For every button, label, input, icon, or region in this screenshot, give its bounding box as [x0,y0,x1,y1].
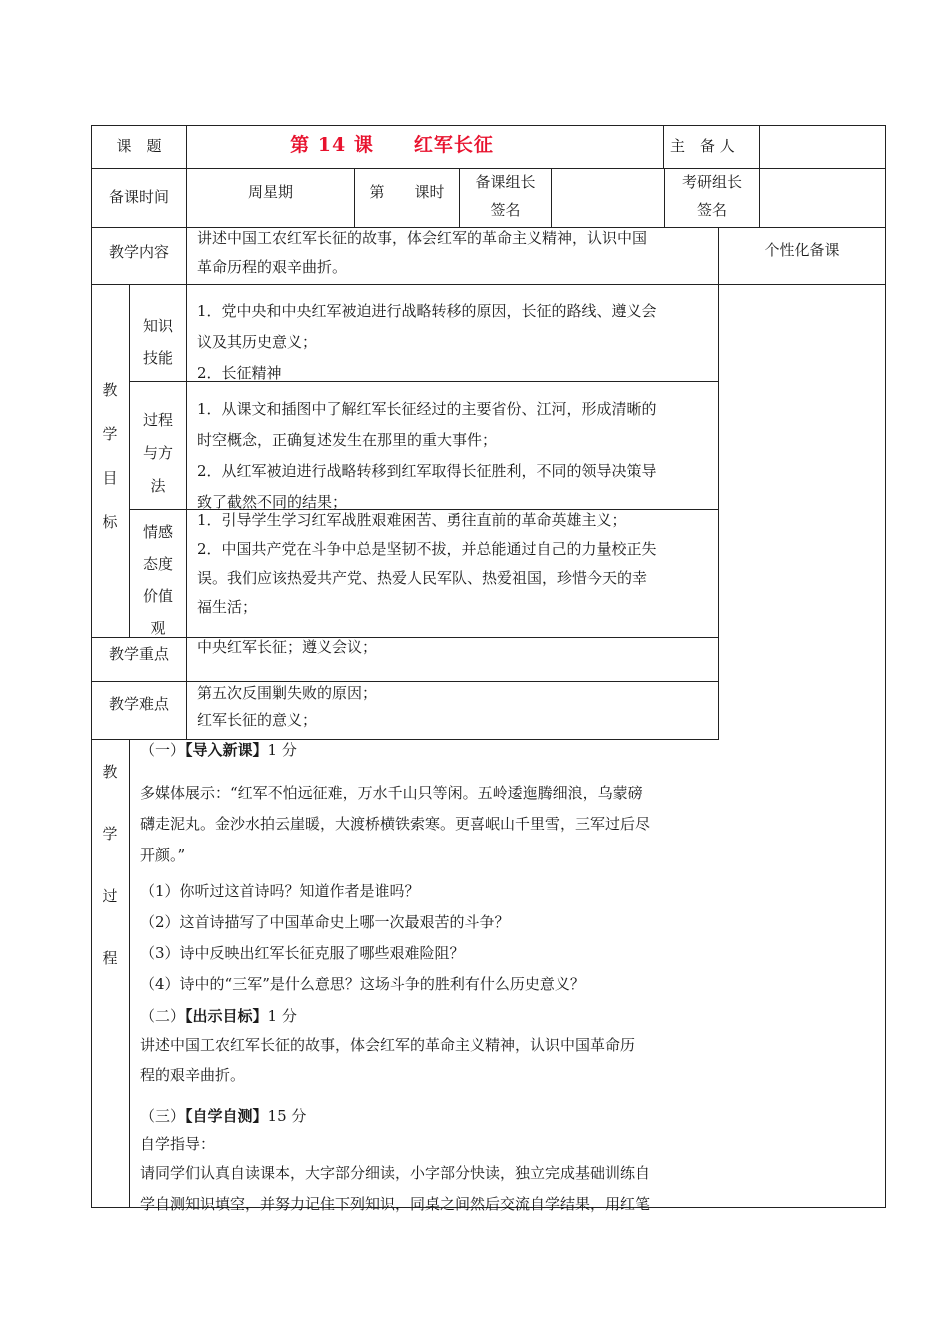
goals-label-char-2: 学 [102,425,118,443]
self-study-guide [140,1158,650,1220]
process-method-line-1: 1．从课文和插图中了解红军长征经过的主要省份、江河，形成清晰的 [197,400,657,418]
section-3-heading [140,1106,306,1126]
knowledge-label-line-1: 知识 [142,317,173,335]
knowledge-line-3: 2．长征精神 [197,364,282,382]
section-1-time: 1 分 [267,741,297,759]
goals-label-char-1: 教 [102,381,118,399]
emotion-attitude-line-3: 误。我们应该热爱共产党、热爱人民军队、热爱祖国，珍惜今天的幸 [197,569,648,587]
process-method-text [197,394,657,518]
intro-line-2: 礴走泥丸。金沙水拍云崖暖，大渡桥横铁索寒。更喜岷山千里雪，三军过后尽 [140,815,651,833]
process-label-char-1: 教 [102,763,118,781]
process-method-label-line-2: 与方 [142,444,173,462]
section-3-number: （三） [140,1107,186,1125]
teaching-content-label: 教学内容 [108,243,169,261]
difficulties-text [197,680,377,734]
group-leader-sign-line1: 备课组长 [475,173,536,191]
goals-label-char-4: 标 [102,513,118,531]
prep-time-label: 备课时间 [108,188,169,206]
process-label-char-3: 过 [102,887,118,905]
research-leader-sign-line2: 签名 [696,201,727,219]
process-method-label [130,404,186,503]
goal-line-2: 程的艰辛曲折。 [140,1066,246,1084]
intro-line-3: 开颜。” [140,846,186,864]
section-1-heading [140,740,297,760]
process-method-line-4: 致了截然不同的结果； [197,493,348,511]
group-leader-sign [460,168,551,224]
knowledge-label [130,310,186,374]
personal-prep-label: 个性化备课 [764,241,840,259]
week-label: 周星期 [247,183,293,201]
teaching-content-line-2: 革命历程的艰辛曲折。 [197,258,348,276]
process-label [98,741,122,989]
knowledge-line-2: 议及其历史意义； [197,333,318,351]
teaching-content-line-1: 讲述中国工农红军长征的故事，体会红军的革命主义精神，认识中国 [197,229,648,247]
teaching-content-text [197,224,647,282]
emotion-attitude-line-2: 2．中国共产党在斗争中总是坚韧不拔，并总能通过自己的力量校正失 [197,540,657,558]
difficulties-line-2: 红军长征的意义； [197,711,318,729]
intro-questions [140,876,585,1000]
preparer-label: 主 备 人 [670,137,735,155]
question-3: （3）诗中反映出红军长征克服了哪些艰难险阻？ [140,944,465,962]
knowledge-label-line-2: 技能 [142,349,173,367]
goal-line-1: 讲述中国工农红军长征的故事，体会红军的革命主义精神，认识中国革命历 [140,1036,636,1054]
self-study-guide-label: 自学指导： [140,1135,216,1153]
section-2-number: （二） [140,1007,186,1025]
section-1-title: 【导入新课】 [185,741,268,759]
knowledge-line-1: 1．党中央和中央红军被迫进行战略转移的原因，长征的路线、遵义会 [197,302,657,320]
guide-line-1: 请同学们认真自读课本，大字部分细读，小字部分快读，独立完成基础训练自 [140,1164,651,1182]
section-2-time: 1 分 [267,1007,297,1025]
research-leader-sign [665,168,759,224]
preparer-value[interactable] [760,126,884,168]
goal-statement [140,1030,635,1090]
emotion-attitude-label-line-4: 观 [150,619,166,637]
key-points-label: 教学重点 [108,645,169,663]
emotion-attitude-label-line-2: 态度 [142,555,173,573]
emotion-attitude-label [130,516,186,644]
emotion-attitude-text [197,506,657,622]
research-leader-sign-line1: 考研组长 [681,173,742,191]
process-method-label-line-3: 法 [150,477,166,495]
question-2: （2）这首诗描写了中国革命史上哪一次最艰苦的斗争？ [140,913,510,931]
lesson-label: 课 题 [116,137,162,155]
section-2-title: 【出示目标】 [185,1007,268,1025]
period-label: 第 课时 [369,183,445,201]
goals-label-char-3: 目 [102,469,118,487]
intro-poem [140,778,650,871]
intro-line-1: 多媒体展示：“红军不怕远征难，万水千山只等闲。五岭逶迤腾细浪，乌蒙磅 [140,784,643,802]
difficulties-label: 教学难点 [108,695,169,713]
question-4: （4）诗中的“三军”是什么意思？这场斗争的胜利有什么历史意义？ [140,975,585,993]
section-1-number: （一） [140,741,186,759]
process-method-line-3: 2．从红军被迫进行战略转移到红军取得长征胜利，不同的领导决策导 [197,462,657,480]
question-1: （1）你听过这首诗吗？知道作者是谁吗？ [140,882,420,900]
key-points-text: 中央红军长征；遵义会议； [197,638,378,656]
goals-label [98,368,122,544]
knowledge-text [197,296,657,389]
emotion-attitude-label-line-1: 情感 [142,523,173,541]
section-3-title: 【自学自测】 [185,1107,268,1125]
difficulties-line-1: 第五次反围剿失败的原因； [197,684,378,702]
emotion-attitude-line-1: 1．引导学生学习红军战胜艰难困苦、勇往直前的革命英雄主义； [197,511,627,529]
group-leader-sign-line2: 签名 [490,201,521,219]
emotion-attitude-line-4: 福生活； [197,598,258,616]
process-label-char-4: 程 [102,949,118,967]
guide-line-2: 学自测知识填空，并努力记住下列知识，同桌之间然后交流自学结果，用红笔 [140,1195,651,1213]
emotion-attitude-label-line-3: 价值 [142,587,173,605]
process-label-char-2: 学 [102,825,118,843]
section-2-heading [140,1006,297,1026]
section-3-time: 15 分 [267,1107,307,1125]
process-method-label-line-1: 过程 [142,411,173,429]
process-method-line-2: 时空概念，正确复述发生在那里的重大事件； [197,431,498,449]
lesson-title: 第 14 课 红军长征 [290,134,494,156]
